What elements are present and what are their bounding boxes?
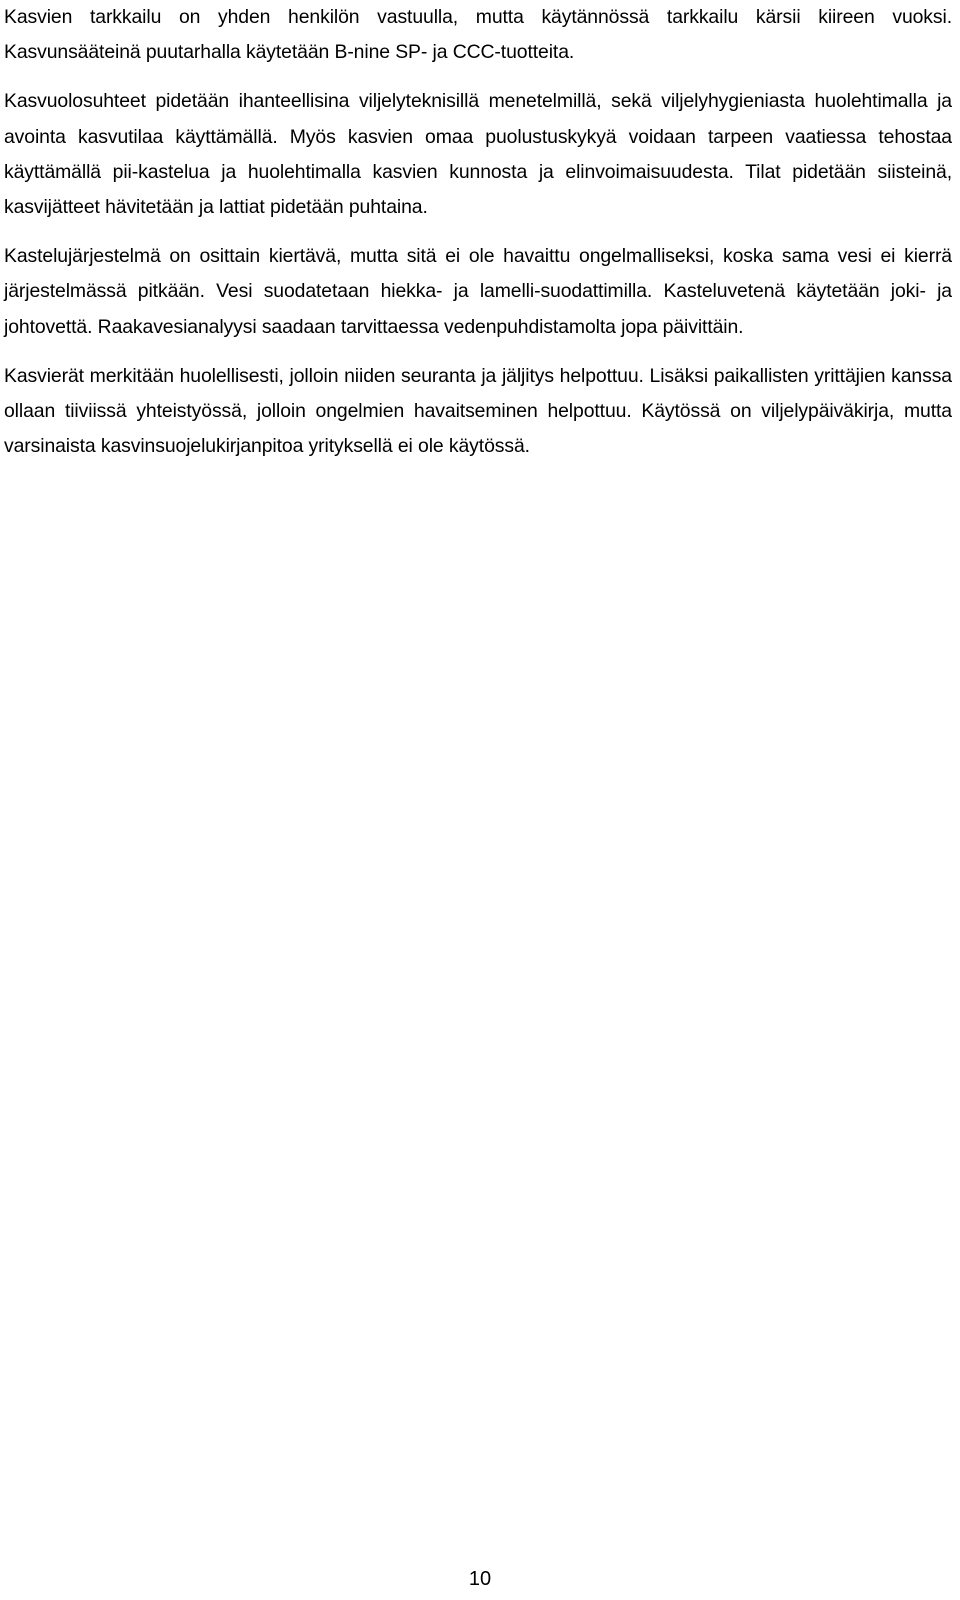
paragraph-plant-monitoring: Kasvien tarkkailu on yhden henkilön vastuulla, mutta käytännössä tarkkailu kärsii kiireen vuoksi. Kasvunsääteinä puutarhalla käytetään B-nine SP- ja CCC-tuotteita. (4, 6, 952, 64)
body-text (4, 0, 952, 464)
paragraph-batch-tracking: Kasvierät merkitään huolellisesti, jolloin niiden seuranta ja jäljitys helpottuu. Lisäksi paikallisten yrittäjien kanssa ollaan tiiviissä yhteistyössä, jolloin ongelmien havaitseminen helpottuu. Käytössä on viljelypäiväkirja, mutta varsinaista kasvinsuojelukirjanpitoa yrityksellä ei ole käytössä. (4, 364, 952, 458)
page-number: 10 (468, 1568, 492, 1590)
paragraph-irrigation-system: Kastelujärjestelmä on osittain kiertävä, mutta sitä ei ole havaittu ongelmalliseksi, koska sama vesi ei kierrä järjestelmässä pitkään. Vesi suodatetaan hiekka- ja lamelli-suodattimilla. Kasteluvetenä käytetään joki- ja johtovettä. Raakavesianalyysi saadaan tarvittaessa vedenpuhdistamolta jopa päivittäin. (4, 245, 952, 338)
paragraph-growing-conditions: Kasvuolosuhteet pidetään ihanteellisina viljelyteknisillä menetelmillä, sekä viljelyhygieniasta huolehtimalla ja avointa kasvutilaa käyttämällä. Myös kasvien omaa puolustuskykyä voidaan tarpeen vaatiessa tehostaa käyttämällä pii-kastelua ja huolehtimalla kasvien kunnosta ja elinvoimaisuudesta. Tilat pidetään siisteinä, kasvijätteet hävitetään ja lattiat pidetään puhtaina. (4, 90, 952, 219)
